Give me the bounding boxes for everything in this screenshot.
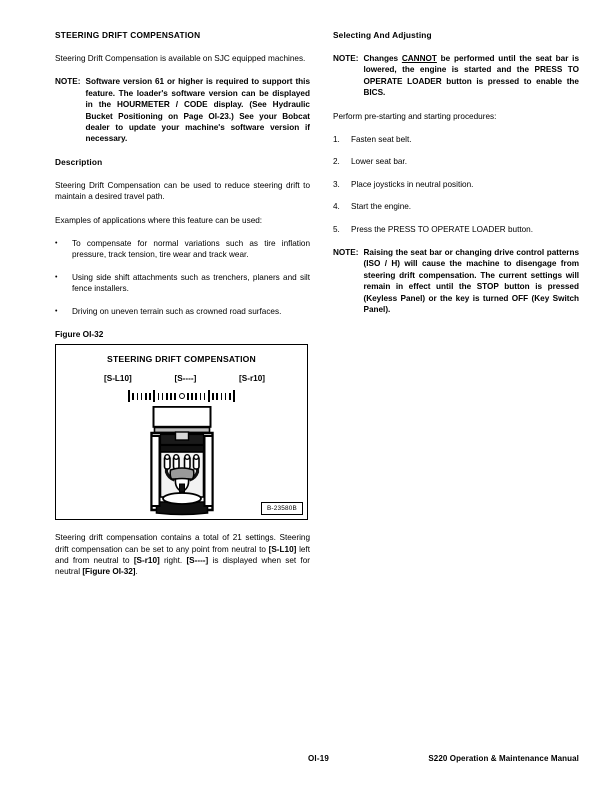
figure-title: STEERING DRIFT COMPENSATION xyxy=(107,354,256,365)
list-item xyxy=(333,224,579,235)
list-item xyxy=(55,238,310,261)
figure-label-right: [S-r10] xyxy=(239,374,265,384)
step-text: Fasten seat belt. xyxy=(351,135,412,145)
closing-p2: left and from neutral to xyxy=(55,544,310,565)
closing-paragraph xyxy=(55,532,310,578)
page-title: STEERING DRIFT COMPENSATION xyxy=(55,30,201,40)
scale-tick-minor xyxy=(229,393,231,400)
scale-tick-minor xyxy=(149,393,151,400)
scale-tick-minor xyxy=(204,393,206,400)
list-item-text: To compensate for normal variations such as tire inflation pressure, track tension, tire wear and track wear. xyxy=(72,239,310,260)
figure-caption: Figure OI-32 xyxy=(55,329,104,340)
scale-tick-minor xyxy=(166,393,168,400)
closing-b4: [Figure OI-32] xyxy=(82,567,136,577)
scale-tick-minor xyxy=(145,393,147,400)
list-item xyxy=(55,306,310,317)
bullet-icon: • xyxy=(55,307,58,315)
figure-label-left: [S-L10] xyxy=(104,374,132,384)
page-footer xyxy=(55,754,579,766)
examples-intro: Examples of applications where this feature can be used: xyxy=(55,215,263,225)
figure-oi-32 xyxy=(55,344,308,520)
drift-scale xyxy=(56,389,307,403)
step-number: 3. xyxy=(333,179,340,189)
bullet-icon: • xyxy=(55,240,58,248)
scale-tick-major xyxy=(208,390,210,402)
scale-tick-minor xyxy=(191,393,193,400)
procedure-intro: Perform pre-starting and starting procedures: xyxy=(333,111,497,121)
list-item xyxy=(333,134,579,145)
step-text: Lower seat bar. xyxy=(351,157,407,167)
section-heading-description: Description xyxy=(55,156,103,167)
intro-paragraph: Steering Drift Compensation is available on SJC equipped machines. xyxy=(55,54,306,63)
procedure-step-list xyxy=(333,134,579,235)
list-item-text: Using side shift attachments such as trenchers, planers and silt fence installers. xyxy=(72,272,310,294)
note-text xyxy=(363,53,579,99)
closing-p3: right. xyxy=(159,555,187,565)
scale-tick-minor xyxy=(212,393,214,400)
list-item xyxy=(333,179,579,190)
step-text: Press the PRESS TO OPERATE LOADER button. xyxy=(351,224,534,234)
figure-label-center: [S----] xyxy=(174,374,197,384)
loader-icon xyxy=(144,406,219,518)
note-text-part-1: Changes xyxy=(363,54,402,63)
closing-p1: Steering drift compensation contains a total of 21 settings. Steering drift compensation can be set to any point from neutral to xyxy=(55,533,310,554)
scale-tick-minor xyxy=(187,393,189,400)
scale-tick-minor xyxy=(132,393,134,400)
scale-tick-major xyxy=(153,390,155,402)
note-text: Software version 61 or higher is required to support this feature. The loader's software version can be displayed in the HOURMETER / CODE display. (See Hydraulic Bucket Positioning on Page OI-23.) See your Bobcat dealer to update your machine's software version if necessary. xyxy=(85,77,310,144)
step-number: 1. xyxy=(333,135,340,145)
step-text: Place joysticks in neutral position. xyxy=(351,179,474,189)
footer-page-number: OI-19 xyxy=(308,754,330,763)
list-item xyxy=(333,201,579,212)
closing-p5: . xyxy=(135,567,138,577)
scale-tick-neutral xyxy=(179,393,185,399)
examples-bullet-list xyxy=(55,238,310,317)
footer-manual-title: S220 Operation & Maintenance Manual xyxy=(428,754,579,763)
step-text: Start the engine. xyxy=(351,202,412,212)
note-label: NOTE: xyxy=(55,77,81,87)
scale-tick-minor xyxy=(216,393,218,400)
scale-tick-minor xyxy=(170,393,172,400)
scale-tick-minor xyxy=(225,393,227,400)
figure-range-labels xyxy=(76,374,287,383)
scale-tick-major xyxy=(233,390,235,402)
scale-tick-minor xyxy=(200,393,202,400)
loader-top-view-illustration xyxy=(144,406,219,518)
step-number: 4. xyxy=(333,202,340,212)
scale-tick-minor xyxy=(221,393,223,400)
closing-b1: [S-L10] xyxy=(268,544,297,554)
scale-tick-minor xyxy=(195,393,197,400)
scale-tick-minor xyxy=(162,393,164,400)
step-number: 2. xyxy=(333,157,340,167)
note-label: NOTE: xyxy=(333,54,359,63)
figure-image-id: B-23580B xyxy=(261,502,303,515)
scale-tick-minor xyxy=(174,393,176,400)
note-block-bics xyxy=(333,53,579,99)
list-item xyxy=(333,156,579,167)
step-number: 5. xyxy=(333,224,340,234)
note-text: Raising the seat bar or changing drive control patterns (ISO / H) will cause the machine to disengage from steering drift compensation. The current settings will remain in effect until the STOP button is pressed (Keyless Panel) or the key is turned OFF (Key Switch Panel). xyxy=(363,248,579,315)
description-paragraph: Steering Drift Compensation can be used to reduce steering drift to maintain a desired travel path. xyxy=(55,180,310,202)
right-column xyxy=(333,30,579,328)
list-item-text: Driving on uneven terrain such as crowned road surfaces. xyxy=(72,306,282,316)
list-item xyxy=(55,272,310,295)
scale-tick-major xyxy=(128,390,130,402)
drift-scale-ticks xyxy=(128,389,235,403)
scale-tick-minor xyxy=(137,393,139,400)
note-block-software-version xyxy=(55,76,310,144)
note-text-part-2: be performed until the seat bar is lowered, the engine is started and the PRESS TO OPERATE LOADER button is pressed to enable the BICS. xyxy=(363,54,579,98)
scale-tick-minor xyxy=(158,393,160,400)
closing-p4: is displayed when set for neutral xyxy=(55,555,310,577)
note-label: NOTE: xyxy=(333,248,359,258)
closing-b2: [S-r10] xyxy=(133,555,160,565)
scale-tick-minor xyxy=(141,393,143,400)
bullet-icon: • xyxy=(55,273,58,281)
section-heading-selecting-and-adjusting: Selecting And Adjusting xyxy=(333,30,432,40)
left-column xyxy=(55,30,310,578)
closing-b3: [S----] xyxy=(186,555,209,565)
note-block-seat-bar xyxy=(333,247,579,315)
note-text-underlined: CANNOT xyxy=(401,54,437,63)
